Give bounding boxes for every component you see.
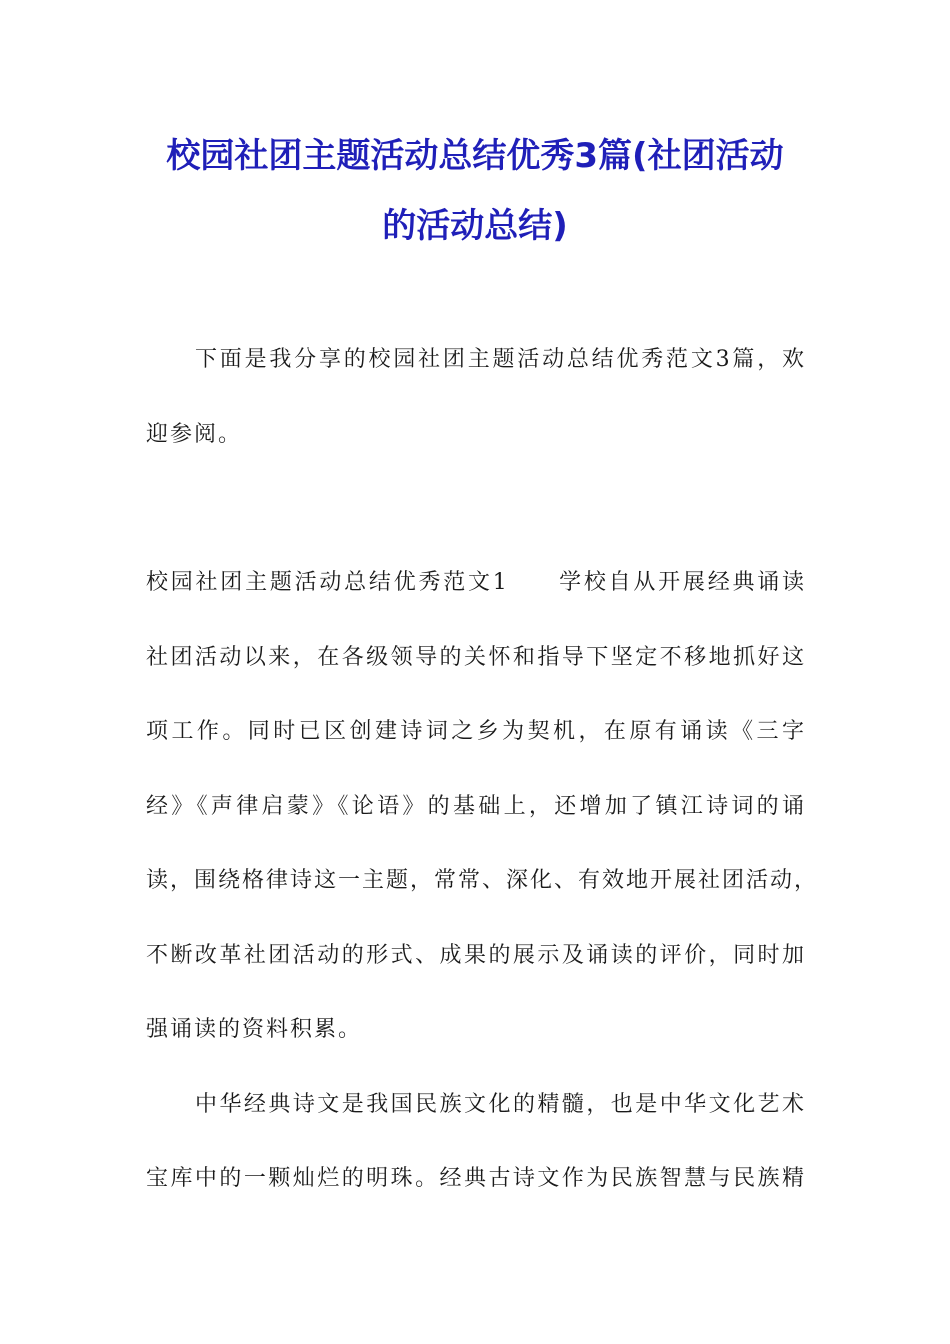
- body-paragraph-line: 宝库中的一颗灿烂的明珠。经典古诗文作为民族智慧与民族精: [146, 1166, 806, 1191]
- body-paragraph-line: 社团活动以来，在各级领导的关怀和指导下坚定不移地抓好这: [146, 645, 806, 670]
- body-paragraph-line: 校园社团主题活动总结优秀范文1 学校自从开展经典诵读: [146, 570, 806, 595]
- body-paragraph-line: 经》《声律启蒙》《论语》的基础上，还增加了镇江诗词的诵: [146, 794, 806, 819]
- body-paragraph-line: 不断改革社团活动的形式、成果的展示及诵读的评价，同时加: [146, 943, 806, 968]
- document-title-line-1: 校园社团主题活动总结优秀3篇(社团活动: [166, 136, 784, 176]
- intro-paragraph-line: 下面是我分享的校园社团主题活动总结优秀范文3篇，欢: [195, 347, 806, 372]
- body-paragraph-line: 项工作。同时已区创建诗词之乡为契机，在原有诵读《三字: [146, 719, 806, 744]
- document-title-line-2: 的活动总结): [382, 206, 568, 246]
- body-paragraph-line: 读，围绕格律诗这一主题，常常、深化、有效地开展社团活动，: [146, 868, 819, 893]
- intro-paragraph-line: 迎参阅。: [146, 422, 243, 447]
- body-paragraph-line: 强诵读的资料积累。: [146, 1017, 363, 1042]
- body-paragraph-line: 中华经典诗文是我国民族文化的精髓，也是中华文化艺术: [195, 1092, 806, 1117]
